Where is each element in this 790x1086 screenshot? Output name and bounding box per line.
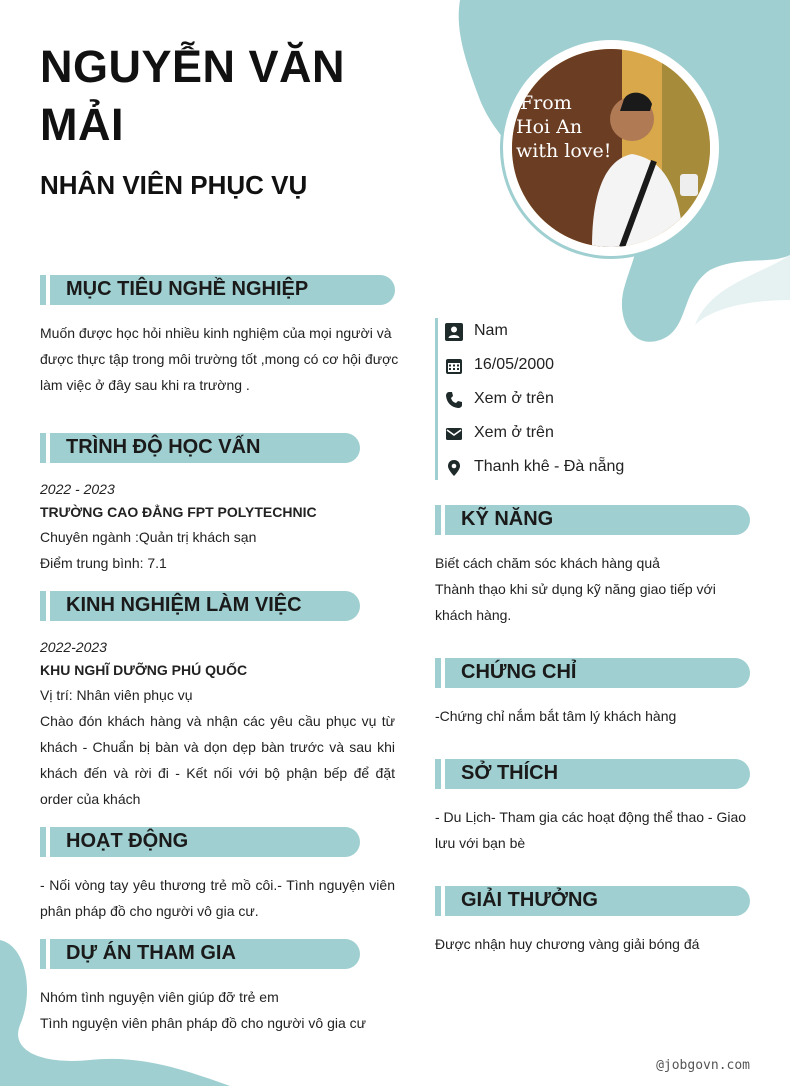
section-title: KỸ NĂNG xyxy=(461,508,554,530)
job-title: NHÂN VIÊN PHỤC VỤ xyxy=(40,170,308,200)
education-gpa: Điểm trung bình: 7.1 xyxy=(40,555,167,571)
contact-email-text: Xem ở trên xyxy=(474,424,554,441)
profile-photo xyxy=(512,49,710,247)
photo-caption-line-3: with love! xyxy=(516,140,612,162)
contact-address-text: Thanh khê - Đà nẵng xyxy=(474,458,625,475)
section-awards xyxy=(435,886,750,916)
activities-text: - Nối vòng tay yêu thương trẻ mồ côi.- Tình nguyện viên phân pháp đồ cho người vô gia cư. xyxy=(40,877,395,919)
phone-icon xyxy=(445,391,463,409)
section-title: GIẢI THƯỞNG xyxy=(461,889,598,911)
experience-company: KHU NGHĨ DƯỠNG PHÚ QUỐC xyxy=(40,662,248,678)
contact-phone-text: Xem ở trên xyxy=(474,390,554,407)
experience-role: Vị trí: Nhân viên phục vụ xyxy=(40,687,193,703)
section-projects xyxy=(40,939,360,969)
experience-period: 2022-2023 xyxy=(40,639,107,655)
section-title: HOẠT ĐỘNG xyxy=(66,830,189,852)
section-skills xyxy=(435,505,750,535)
section-title: SỞ THÍCH xyxy=(461,762,559,784)
person-icon xyxy=(445,323,463,341)
candidate-name: NGUYỄN VĂN MẢI xyxy=(40,41,346,150)
photo-caption-line-2: Hoi An xyxy=(516,116,583,138)
contact-divider xyxy=(435,318,438,480)
mail-icon xyxy=(445,425,463,443)
section-title: MỤC TIÊU NGHỀ NGHIỆP xyxy=(66,278,309,300)
photo-caption-line-1: From xyxy=(520,92,572,114)
skill-item: Biết cách chăm sóc khách hàng quả xyxy=(435,555,660,571)
section-hobbies xyxy=(435,759,750,789)
education-school: TRƯỜNG CAO ĐẲNG FPT POLYTECHNIC xyxy=(40,504,317,520)
section-title: DỰ ÁN THAM GIA xyxy=(66,942,236,964)
experience-description: Chào đón khách hàng và nhận các yêu cầu phục vụ từ khách - Chuẩn bị bàn và dọn dẹp bàn trước và sau khi khách đến và rời đi - Kết nối với bộ phận bếp để đặt order của khách xyxy=(40,713,395,807)
career-goal-text: Muốn được học hỏi nhiều kinh nghiệm của mọi người và được thực tập trong môi trường tốt ,mong có cơ hội được làm việc ở đây sau khi ra trường . xyxy=(40,325,399,393)
project-item: Tình nguyện viên phân pháp đồ cho người vô gia cư xyxy=(40,1015,367,1031)
section-title: CHỨNG CHỈ xyxy=(461,661,577,683)
section-title: TRÌNH ĐỘ HỌC VẤN xyxy=(66,436,261,458)
section-experience xyxy=(40,591,360,621)
hobbies-text: - Du Lịch- Tham gia các hoạt động thể thao - Giao lưu với bạn bè xyxy=(435,809,747,851)
awards-text: Được nhận huy chương vàng giải bóng đá xyxy=(435,936,700,952)
section-education xyxy=(40,433,360,463)
location-pin-icon xyxy=(445,459,463,477)
profile-photo-frame xyxy=(500,37,722,259)
section-career-goal xyxy=(40,275,395,305)
footer-credit: @jobgovn.com xyxy=(656,1058,750,1073)
section-certificates xyxy=(435,658,750,688)
project-item: Nhóm tình nguyện viên giúp đỡ trẻ em xyxy=(40,989,279,1005)
contact-gender-text: Nam xyxy=(474,322,508,339)
certificates-text: -Chứng chỉ nắm bắt tâm lý khách hàng xyxy=(435,708,677,724)
section-activities xyxy=(40,827,360,857)
calendar-icon xyxy=(445,357,463,375)
education-period: 2022 - 2023 xyxy=(40,481,115,497)
section-title: KINH NGHIỆM LÀM VIỆC xyxy=(66,594,302,616)
education-major: Chuyên ngành :Quản trị khách sạn xyxy=(40,529,257,545)
contact-birthday-text: 16/05/2000 xyxy=(474,356,555,373)
skill-item: Thành thạo khi sử dụng kỹ năng giao tiếp với khách hàng. xyxy=(435,581,716,623)
